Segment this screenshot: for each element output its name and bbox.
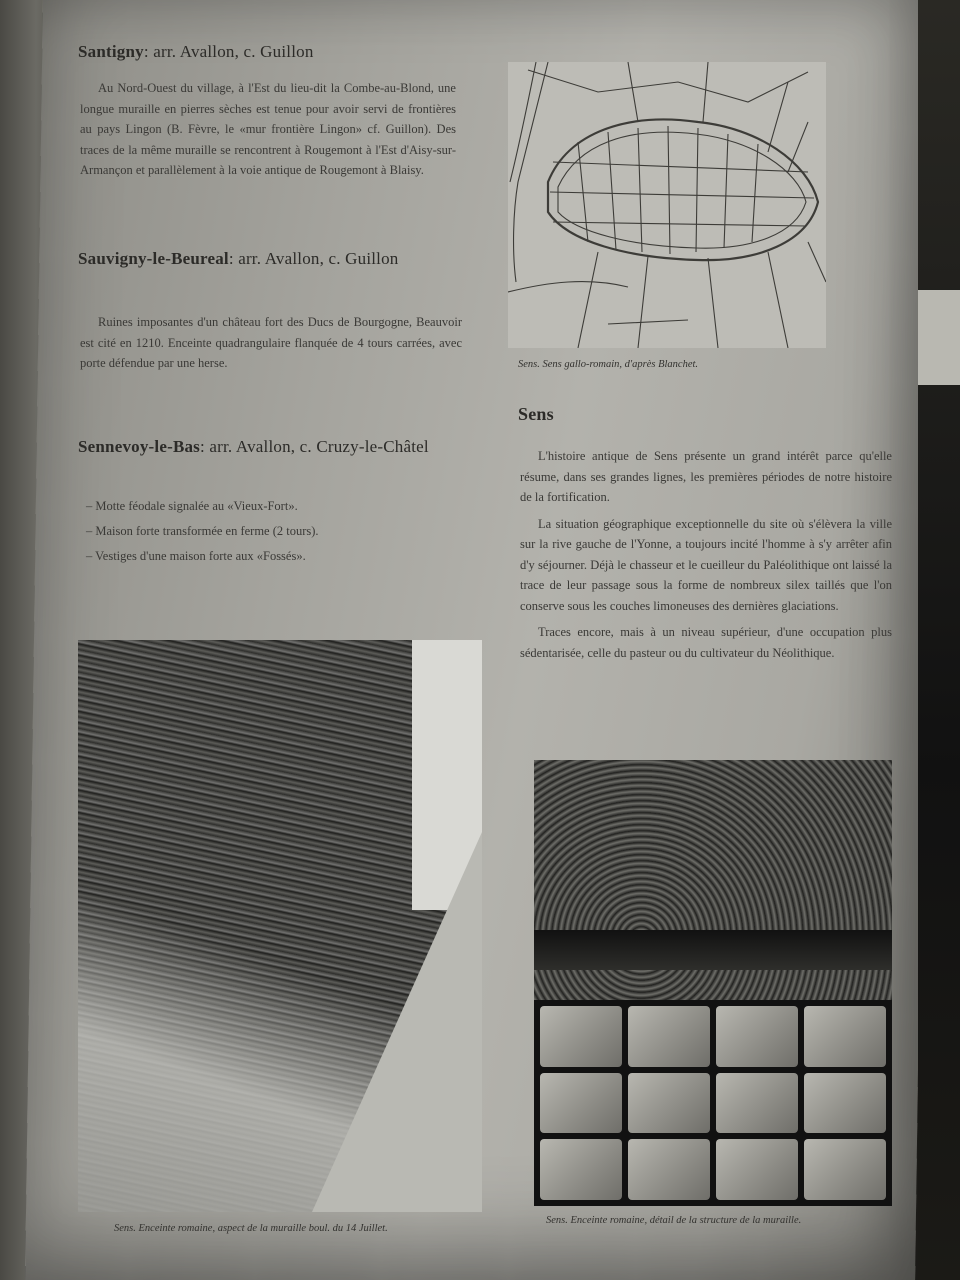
entry-location: : arr. Avallon, c. Guillon <box>143 42 314 61</box>
paragraph: Traces encore, mais à un niveau supérieur, d'une occupation plus sédentarisée, celle du pasteur ou du cultivateur du Néolithique. <box>520 625 892 660</box>
photo-caption-left: Sens. Enceinte romaine, aspect de la muraille boul. du 14 Juillet. <box>114 1223 388 1234</box>
photo-roman-wall-street <box>78 640 482 1212</box>
photo-caption-right: Sens. Enceinte romaine, détail de la structure de la muraille. <box>546 1215 802 1226</box>
entry-text-santigny <box>80 78 456 181</box>
map-drawing <box>508 62 826 348</box>
entry-heading-sennevoy <box>78 434 474 459</box>
paragraph: La situation géographique exceptionnelle du site où s'élèvera la ville sur la rive gauche de l'Yonne, a toujours incité l'homme à s'y arrêter afin d'y séjourner. Déjà le chasseur et le cueilleur du Paléolithique ont laissé la trace de leur passage sous la forme de nombreux silex taillés que l'on conserve sous les couches limoneuses des dernières glaciations. <box>520 516 892 613</box>
list-item: – Vestiges d'une maison forte aux «Fossés». <box>86 549 306 563</box>
entry-heading-santigny <box>78 42 478 62</box>
photo-wall-band <box>534 930 892 970</box>
background-dark <box>918 0 960 1280</box>
photo-roman-wall-detail <box>534 760 892 1206</box>
background-light-object <box>918 290 960 385</box>
map-caption: Sens. Sens gallo-romain, d'après Blanchet. <box>518 359 699 370</box>
photo-street <box>312 832 482 1212</box>
list-item: – Motte féodale signalée au «Vieux-Fort». <box>86 499 298 513</box>
entry-location: : arr. Avallon, c. Guillon <box>228 249 399 268</box>
entry-location: : arr. Avallon, c. Cruzy-le-Châtel <box>200 437 429 456</box>
entry-name: Santigny <box>78 42 144 61</box>
section-text-sens <box>520 446 892 663</box>
photo-stone-blocks <box>534 1000 892 1206</box>
entry-heading-sauvigny <box>78 246 464 271</box>
entry-name: Sauvigny-le-Beureal <box>78 249 229 268</box>
entry-list-sennevoy <box>86 494 466 569</box>
section-title-sens: Sens <box>518 404 554 424</box>
entry-name: Sennevoy-le-Bas <box>78 437 200 456</box>
paragraph: Ruines imposantes d'un château fort des Ducs de Bourgogne, Beauvoir est cité en 1210. Enceinte quadrangulaire flanquée de 4 tours carrées, avec porte défendue par une herse. <box>80 315 462 370</box>
paragraph: Au Nord-Ouest du village, à l'Est du lieu-dit la Combe-au-Blond, une longue muraille en pierres sèches est tenue pour avoir servi de frontières au pays Lingon (B. Fèvre, le «mur frontière Lingon» cf. Guillon). Des traces de la même muraille se rencontrent à Rougemont à l'Est d'Aisy-sur-Armançon et parallèlement à la voie antique de Rougemont à Blaisy. <box>80 81 456 177</box>
entry-text-sauvigny <box>80 312 462 374</box>
map-gallo-roman-sens <box>508 62 826 348</box>
list-item: – Maison forte transformée en ferme (2 tours). <box>86 524 319 538</box>
paragraph: L'histoire antique de Sens présente un grand intérêt parce qu'elle résume, dans ses grandes lignes, les premières périodes de notre histoire de la fortification. <box>520 449 892 504</box>
